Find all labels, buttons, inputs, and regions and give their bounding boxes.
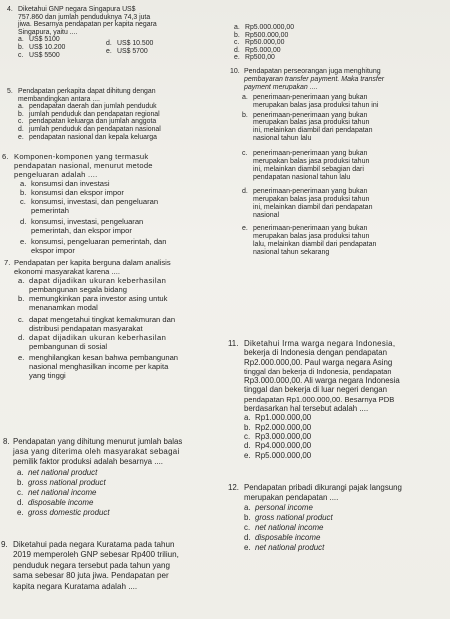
question-9 bbox=[1, 540, 231, 592]
question-6 bbox=[2, 152, 228, 255]
option-e-cont: lalu, melainkan diambil dari pendapatan bbox=[253, 241, 377, 249]
option-e: e. Rp500,00 bbox=[234, 54, 275, 62]
question-number: 8. bbox=[3, 437, 10, 446]
question-5 bbox=[7, 88, 229, 141]
question-text-line: pembayaran transfer payment. Maka transfer bbox=[244, 75, 385, 83]
option-d-cont: merupakan balas jasa produksi tahun bbox=[253, 195, 370, 203]
question-number: 12. bbox=[228, 483, 239, 492]
option-c-cont: ini, melainkan diambil sebagian dari bbox=[253, 165, 364, 173]
question-text-line: payment merupakan .... bbox=[244, 83, 318, 91]
option-c: c. penerimaan-penerimaan yang bukan bbox=[242, 150, 368, 158]
question-text-line: berdasarkan hal tersebut adalah .... bbox=[244, 404, 369, 414]
question-8 bbox=[3, 437, 231, 518]
question-text-line: Pendapatan yang dihitung menurut jumlah balas bbox=[13, 437, 183, 446]
option-b: b. Rp2.000.000,00 bbox=[244, 422, 312, 432]
question-text-line: penduduk negara tersebut pada tahun yang bbox=[13, 560, 171, 570]
option-d-cont: pemerintah, dan ekspor impor bbox=[31, 226, 132, 235]
question-text-line: Diketahui GNP negara Singapura US$ bbox=[18, 6, 136, 13]
question-text-line: Diketahui Irma warga negara Indonesia, bbox=[244, 339, 396, 348]
option-c: c. net national income bbox=[17, 488, 97, 497]
option-b: b. US$ 10.200 bbox=[18, 44, 66, 52]
question-text-line: Komponen-komponen yang termasuk bbox=[14, 152, 149, 161]
question-text-line: Diketahui pada negara Kuratama pada tahun bbox=[13, 540, 175, 549]
question-text-line: sama sebesar 80 juta jiwa. Pendapatan per bbox=[13, 571, 169, 581]
option-c: c. dapat mengetahui tingkat kemakmuran dan bbox=[18, 314, 176, 324]
option-a: a. Rp5.000.000,00 bbox=[234, 24, 295, 31]
option-e: e. konsumsi, pengeluaran pemerintah, dan bbox=[20, 237, 167, 246]
option-b: b. memungkinkan para investor asing untuk bbox=[18, 294, 168, 304]
question-text-line: jasa yang diterima oleh masyarakat sebagai bbox=[13, 447, 180, 456]
option-b-cont: merupakan balas jasa produksi tahun bbox=[253, 119, 370, 127]
option-e: e. net national product bbox=[244, 543, 325, 552]
option-d-cont: ini, melainkan diambil dari pendapatan bbox=[253, 203, 373, 211]
question-text-line: kapita negara Kuratama adalah .... bbox=[13, 581, 138, 591]
option-b: b. Rp500.000,00 bbox=[234, 31, 289, 39]
question-7 bbox=[4, 258, 230, 380]
option-b-cont: nasional tahun lalu bbox=[253, 135, 312, 143]
question-text-line: Rp2.000.000,00. Paul warga negara Asing bbox=[244, 357, 393, 367]
option-a: a. personal income bbox=[244, 503, 313, 512]
question-number: 5. bbox=[7, 88, 13, 95]
question-text-line: pendapatan nasional, menurut metode bbox=[14, 161, 153, 170]
option-a-cont: pembangunan segala bidang bbox=[29, 285, 127, 295]
option-d: d. Rp5.000,00 bbox=[234, 46, 281, 54]
option-c-cont: distribusi pendapatan masyarakat bbox=[29, 323, 143, 333]
option-d: d. konsumsi, investasi, pengeluaran bbox=[20, 217, 144, 226]
option-d-cont: nasional bbox=[253, 211, 280, 219]
option-c: c. US$ 5500 bbox=[18, 52, 60, 60]
option-a: a. net national product bbox=[17, 468, 98, 477]
option-c: c. Rp3.000.000,00 bbox=[244, 431, 312, 441]
question-text-line: 757.860 dan jumlah penduduknya 74,3 juta bbox=[18, 13, 151, 21]
question-options-continued bbox=[234, 24, 344, 62]
question-text-line: pemilik faktor produksi adalah besarnya .... bbox=[13, 457, 163, 466]
option-d: d. US$ 10.500 bbox=[106, 40, 154, 48]
option-d-cont: pembangunan di sosial bbox=[29, 341, 108, 351]
option-d: d. disposable income bbox=[244, 533, 321, 542]
option-e-cont: merupakan balas jasa produksi tahun bbox=[253, 233, 370, 241]
question-text-line: Pendapatan perkapita dapat dihitung dengan bbox=[18, 88, 156, 95]
question-12 bbox=[228, 483, 450, 553]
option-e: e. gross domestic product bbox=[17, 508, 110, 517]
option-e: e. penerimaan-penerimaan yang bukan bbox=[242, 225, 368, 233]
question-text-line: tinggal dan bekerja di luar negeri dengan bbox=[244, 385, 388, 395]
option-c: c. konsumsi, investasi, dan pengeluaran bbox=[20, 197, 159, 206]
question-text-line: membandingkan antara .... bbox=[18, 95, 100, 103]
option-e: e. menghilangkan kesan bahwa pembangunan bbox=[18, 352, 179, 362]
question-text-line: Rp3.000.000,00. Ali warga negara Indonesia bbox=[244, 376, 400, 386]
option-a: a. US$ 5100 bbox=[18, 36, 60, 44]
option-b: b. jumlah penduduk dan pendapatan regional bbox=[18, 110, 160, 118]
option-b: b. konsumsi dan ekspor impor bbox=[20, 188, 124, 197]
question-text-line: Pendapatan per kapita berguna dalam analisis bbox=[14, 258, 171, 267]
question-text-line: merupakan pendapatan .... bbox=[244, 493, 339, 502]
question-10 bbox=[230, 68, 448, 257]
question-11 bbox=[228, 339, 450, 460]
question-number: 10. bbox=[230, 68, 240, 75]
option-e-cont: yang tinggi bbox=[29, 371, 66, 381]
option-d: d. disposable income bbox=[17, 498, 94, 507]
question-number: 7. bbox=[4, 258, 11, 267]
question-number: 4. bbox=[7, 6, 13, 13]
question-text-line: jiwa. Besarnya pendapatan per kapita negara bbox=[18, 21, 157, 29]
question-text-line: pengeluaran adalah .... bbox=[14, 170, 98, 179]
option-e: e. pendapatan nasional dan kepala keluarga bbox=[18, 133, 157, 141]
option-b: b. gross national product bbox=[17, 478, 106, 487]
option-c: c. Rp50.000,00 bbox=[234, 39, 285, 47]
option-e: e. US$ 5700 bbox=[106, 48, 148, 56]
option-d: d. penerimaan-penerimaan yang bukan bbox=[242, 187, 368, 195]
option-a: a. dapat dijadikan ukuran keberhasilan bbox=[18, 276, 167, 286]
option-c-cont: pendapatan nasional tahun lalu bbox=[253, 173, 351, 181]
option-c-cont: merupakan balas jasa produksi tahun bbox=[253, 158, 370, 166]
question-number: 9. bbox=[1, 540, 8, 549]
question-number: 6. bbox=[2, 152, 9, 161]
option-c-cont: pemerintah bbox=[31, 206, 69, 215]
option-a: a. konsumsi dan investasi bbox=[20, 179, 110, 188]
option-c: c. pendapatan keluarga dan jumlah anggota bbox=[18, 118, 157, 126]
question-number: 11. bbox=[228, 339, 239, 348]
option-a: a. penerimaan-penerimaan yang bukan bbox=[242, 93, 368, 101]
option-e: e. Rp5.000.000,00 bbox=[244, 450, 312, 460]
option-e-cont: nasional menghasilkan income per kapita bbox=[29, 362, 169, 372]
option-a: a. Rp1.000.000,00 bbox=[244, 413, 312, 423]
option-e-cont: nasional tahun sekarang bbox=[253, 249, 330, 257]
question-text-line: Pendapatan pribadi dikurangi pajak langsung bbox=[244, 483, 402, 492]
option-b: b. gross national product bbox=[244, 513, 333, 522]
option-d: d. jumlah penduduk dan pendapatan nasional bbox=[18, 125, 161, 133]
option-c: c. net national income bbox=[244, 523, 324, 532]
question-text-line: 2019 memperoleh GNP sebesar Rp400 triliun, bbox=[13, 550, 179, 560]
question-text-line: pendapatan Rp1.000.000,00. Besarnya PDB bbox=[244, 394, 395, 404]
question-text-line: bekerja di Indonesia dengan pendapatan bbox=[244, 348, 388, 358]
option-a: a. pendapatan daerah dan jumlah penduduk bbox=[18, 103, 157, 111]
question-text-line: Pendapatan perseorangan juga menghitung bbox=[244, 68, 381, 75]
option-b: b. penerimaan-penerimaan yang bukan bbox=[242, 111, 368, 119]
option-d: d. dapat dijadikan ukuran keberhasilan bbox=[18, 332, 167, 342]
option-b-cont: menanamkan modal bbox=[29, 303, 98, 313]
question-text-line: tinggal dan bekerja di Indonesia, pendapatan bbox=[244, 366, 392, 376]
question-4 bbox=[7, 6, 227, 60]
option-e-cont: ekspor impor bbox=[31, 246, 75, 255]
question-text-line: ekonomi masyarakat karena .... bbox=[14, 267, 120, 277]
question-text-line: Singapura, yaitu .... bbox=[18, 28, 78, 36]
option-a-cont: merupakan balas jasa produksi tahun ini bbox=[253, 101, 379, 109]
option-d: d. Rp4.000.000,00 bbox=[244, 441, 312, 451]
option-b-cont: ini, melainkan diambil dari pendapatan bbox=[253, 127, 373, 135]
